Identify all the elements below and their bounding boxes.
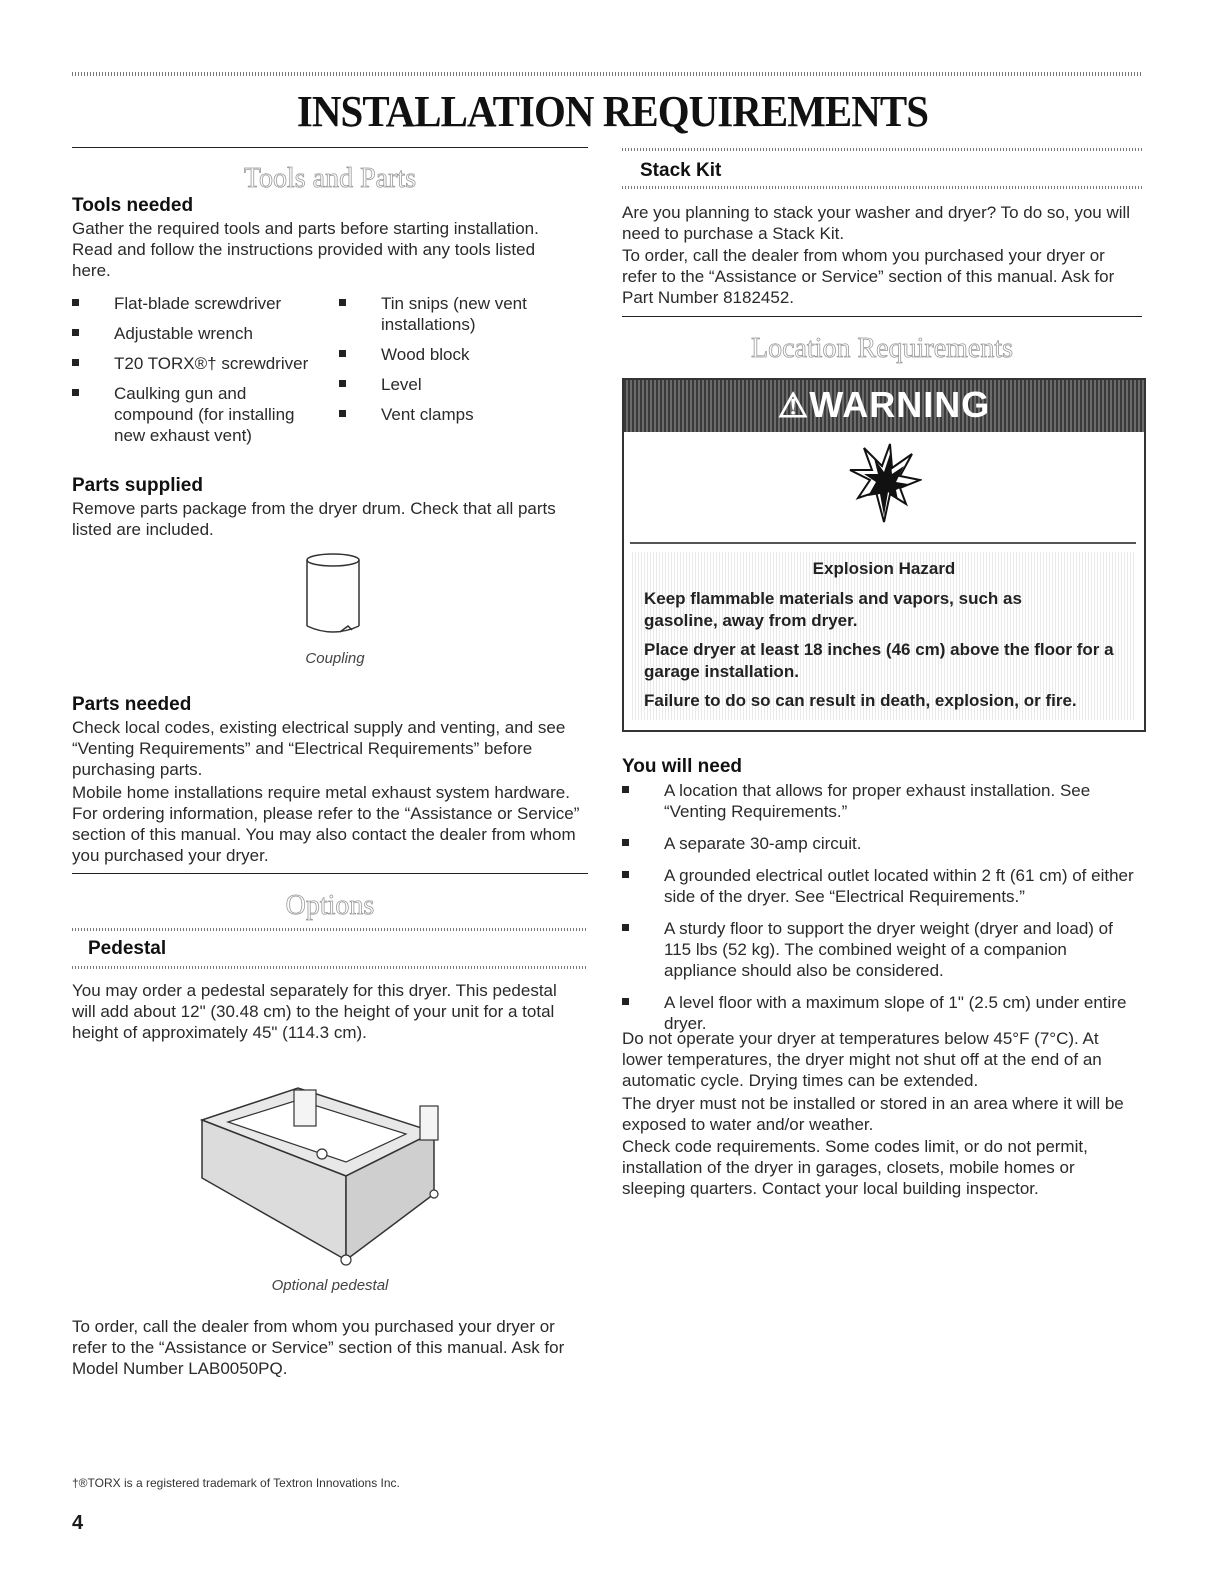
warning-label-text: WARNING	[809, 384, 991, 425]
hazard-title: Explosion Hazard	[812, 559, 956, 578]
pedestal-caption: Optional pedestal	[271, 1277, 389, 1294]
warning-line-2: Place dryer at least 18 inches (46 cm) above the floor for a garage installation.	[644, 640, 1114, 681]
parts-needed-text-2: Mobile home installations require metal exhaust system hardware. For ordering information, please refer to the “Assistance or Service” section of this manual. You may also contact the dealer from whom you purchased your dryer.	[72, 783, 580, 865]
pedestal-bottom-hatch	[72, 966, 588, 969]
stack-kit-bottom-hatch	[622, 186, 1142, 189]
coupling-caption: Coupling	[305, 650, 365, 667]
warning-box	[622, 378, 1146, 732]
coupling-illustration	[300, 548, 370, 640]
parts-needed-heading: Parts needed	[72, 694, 192, 715]
page-number: 4	[72, 1512, 84, 1534]
list-item: A level floor with a maximum slope of 1" (2.5 cm) under entire dryer.	[622, 992, 1137, 1034]
list-item: Wood block	[339, 344, 569, 365]
page-title: INSTALLATION REQUIREMENTS	[296, 87, 929, 136]
tools-needed-text: Gather the required tools and parts before starting installation. Read and follow the instructions provided with any tools listed here.	[72, 219, 539, 280]
you-will-need-list	[622, 780, 1137, 1034]
warning-line-1: Keep flammable materials and vapors, such as gasoline, away from dryer.	[644, 589, 1022, 630]
list-item: A sturdy floor to support the dryer weight (dryer and load) of 115 lbs (52 kg). The combined weight of a companion appliance should also be considered.	[622, 918, 1137, 981]
list-item: A grounded electrical outlet located within 2 ft (61 cm) of either side of the dryer. See “Electrical Requirements.”	[622, 865, 1137, 907]
pedestal-order-text: To order, call the dealer from whom you purchased your dryer or refer to the “Assistance or Service” section of this manual. Ask for Model Number LAB0050PQ.	[72, 1317, 565, 1378]
parts-supplied-heading: Parts supplied	[72, 475, 203, 496]
pedestal-top-hatch	[72, 928, 588, 931]
pedestal-text: You may order a pedestal separately for this dryer. This pedestal will add about 12" (30.48 cm) to the height of your unit for a total height of approximately 45" (114.3 cm).	[72, 981, 557, 1042]
you-will-need-heading: You will need	[622, 756, 742, 777]
tools-parts-rule	[72, 147, 588, 148]
tools-parts-title: Tools and Parts	[243, 163, 417, 194]
list-item: Caulking gun and compound (for installing new exhaust vent)	[72, 383, 334, 446]
warning-label	[624, 384, 1144, 426]
footnote: †®TORX is a registered trademark of Textron Innovations Inc.	[72, 1476, 400, 1490]
location-rule	[622, 316, 1142, 317]
warning-line-3: Failure to do so can result in death, explosion, or fire.	[644, 691, 1077, 710]
parts-supplied-text: Remove parts package from the dryer drum. Check that all parts listed are included.	[72, 499, 556, 539]
options-title: Options	[285, 890, 375, 921]
water-text: The dryer must not be installed or stored in an area where it will be exposed to water and/or weather.	[622, 1094, 1124, 1134]
explosion-icon	[846, 442, 922, 524]
warning-separator-1	[630, 542, 1136, 544]
tools-list-col1	[72, 293, 334, 446]
top-hatch-rule	[72, 72, 1142, 76]
stack-kit-heading: Stack Kit	[640, 160, 722, 181]
stack-kit-text-1: Are you planning to stack your washer and dryer? To do so, you will need to purchase a Stack Kit.	[622, 203, 1131, 243]
tools-needed-heading: Tools needed	[72, 195, 194, 216]
stack-kit-text-2: To order, call the dealer from whom you purchased your dryer or refer to the “Assistance or Service” section of this manual. Ask for Part Number 8182452.	[622, 246, 1115, 307]
list-item: Vent clamps	[339, 404, 569, 425]
list-item: Flat-blade screwdriver	[72, 293, 334, 314]
list-item: A location that allows for proper exhaust installation. See “Venting Requirements.”	[622, 780, 1137, 822]
parts-needed-text-1: Check local codes, existing electrical supply and venting, and see “Venting Requirements” and “Electrical Requirements” before purchasing parts.	[72, 718, 566, 779]
location-title: Location Requirements	[750, 333, 1014, 364]
code-requirements-text: Check code requirements. Some codes limit, or do not permit, installation of the dryer in garages, closets, mobile homes or sleeping quarters. Contact your local building inspector.	[622, 1137, 1088, 1198]
warning-triangle-icon: ⚠	[777, 387, 810, 425]
stack-kit-top-hatch	[622, 148, 1142, 151]
list-item: Level	[339, 374, 569, 395]
list-item: Tin snips (new vent installations)	[339, 293, 569, 335]
tools-list-col2	[339, 293, 569, 425]
list-item: T20 TORX®† screwdriver	[72, 353, 334, 374]
temperature-text: Do not operate your dryer at temperatures below 45°F (7°C). At lower temperatures, the dryer might not shut off at the end of an automatic cycle. Drying times can be extended.	[622, 1029, 1102, 1090]
pedestal-heading: Pedestal	[88, 938, 167, 959]
options-rule	[72, 873, 588, 874]
list-item: A separate 30-amp circuit.	[622, 833, 1137, 854]
warning-header	[624, 380, 1144, 432]
pedestal-illustration	[198, 1082, 460, 1268]
list-item: Adjustable wrench	[72, 323, 334, 344]
